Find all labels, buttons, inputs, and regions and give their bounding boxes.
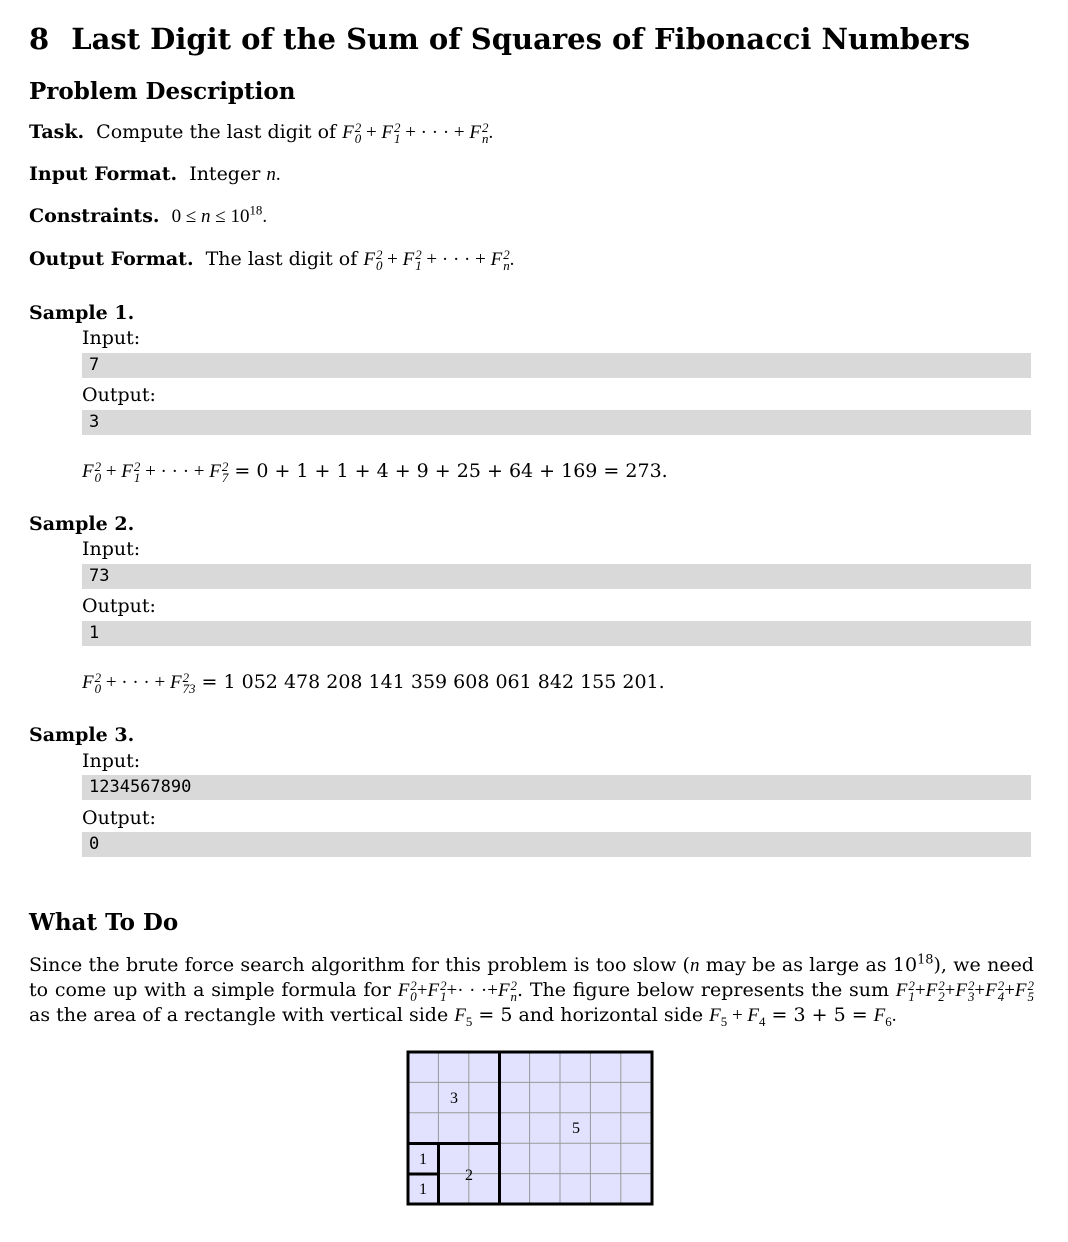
wtd-text-3: ), we need to come up with a simple formula for	[29, 954, 1034, 1001]
label-3: 3	[450, 1090, 458, 1107]
fibonacci-squares-figure	[406, 1050, 654, 1206]
wtd-text-4: . The figure below represents the sum	[517, 979, 890, 1001]
label-1-top: 1	[419, 1151, 427, 1168]
section-title	[29, 22, 970, 56]
sample-1-title: Sample 1.	[29, 302, 135, 324]
what-to-do-heading: What To Do	[29, 909, 179, 936]
sample-2-input: 73	[82, 564, 1031, 589]
sample-1-formula: F 2 0 + F 2 1 + · · · + F 2 7	[82, 458, 229, 485]
section-number: 8	[29, 22, 50, 56]
constraints-paragraph	[29, 202, 268, 228]
sample-2-formula: F 2 0 + · · · + F 2 73	[82, 669, 196, 696]
wtd-text-1: Since the brute force search algorithm for this problem is too slow (	[29, 954, 690, 976]
sample-3-input: 1234567890	[82, 775, 1031, 800]
output-format-text: The last digit of	[205, 248, 358, 270]
sample-2-output-label: Output:	[82, 595, 156, 617]
sample-1-input: 7	[82, 353, 1031, 378]
constraints-label: Constraints.	[29, 205, 160, 227]
input-format-text: Integer	[189, 163, 261, 185]
output-format-formula: F 2 0 + F 2 1 + · · · + F 2 n .	[363, 246, 515, 273]
wtd-text-7: = 3 + 5 =	[771, 1004, 868, 1026]
sample-3-output-label: Output:	[82, 807, 156, 829]
label-1-bottom: 1	[419, 1181, 427, 1198]
sample-1-explanation	[82, 460, 668, 484]
problem-description-heading: Problem Description	[29, 78, 296, 105]
label-2: 2	[465, 1167, 473, 1184]
label-5: 5	[572, 1120, 580, 1137]
sample-3-title: Sample 3.	[29, 724, 135, 746]
sample-2-output: 1	[82, 621, 1031, 646]
what-to-do-text: Since the brute force search algorithm for this problem is too slow (n may be as large as $10^{18}$), we need to come up with a simple formula for F 2 0 +F 2 1 +· · ·+F 2 n . The figure below represents the sum F 2 1 +F 2 2 +F 2 3 +F 2 4 +F 2 5 as the area of a rectangle with vertical side $F_5 = 5$ and horizontal side $F_5 + F_4 = 3 + 5 = F_6$.	[29, 952, 1034, 1029]
sample-2-explanation-text: = 1 052 478 208 141 359 608 061 842 155 201.	[201, 671, 665, 693]
sample-1-output: 3	[82, 410, 1031, 435]
task-formula: F 2 0 + F 2 1 + · · · + F 2 n .	[342, 119, 494, 146]
sample-1-input-label: Input:	[82, 327, 141, 349]
wtd-text-6: = 5 and horizontal side	[478, 1004, 704, 1026]
sample-2-explanation	[82, 671, 665, 695]
wtd-text-5: as the area of a rectangle with vertical side	[29, 1004, 449, 1026]
task-label: Task.	[29, 121, 85, 143]
task-text: Compute the last digit of	[96, 121, 337, 143]
sample-1-explanation-text: = 0 + 1 + 1 + 4 + 9 + 25 + 64 + 169 = 273.	[234, 460, 668, 482]
sample-2-input-label: Input:	[82, 538, 141, 560]
output-format-paragraph	[29, 248, 514, 272]
input-format-paragraph	[29, 163, 281, 186]
sample-3-input-label: Input:	[82, 750, 141, 772]
sample-3-output: 0	[82, 832, 1031, 857]
input-format-var: n.	[266, 164, 281, 185]
input-format-label: Input Format.	[29, 163, 178, 185]
section-title-text: Last Digit of the Sum of Squares of Fibonacci Numbers	[71, 22, 971, 56]
constraints-formula: $0 \le n \le 10^{18}$.	[171, 202, 268, 227]
wtd-text-2: may be as large as 10	[705, 954, 918, 976]
output-format-label: Output Format.	[29, 248, 194, 270]
sample-1-output-label: Output:	[82, 384, 156, 406]
task-paragraph	[29, 121, 493, 145]
sample-2-title: Sample 2.	[29, 513, 135, 535]
